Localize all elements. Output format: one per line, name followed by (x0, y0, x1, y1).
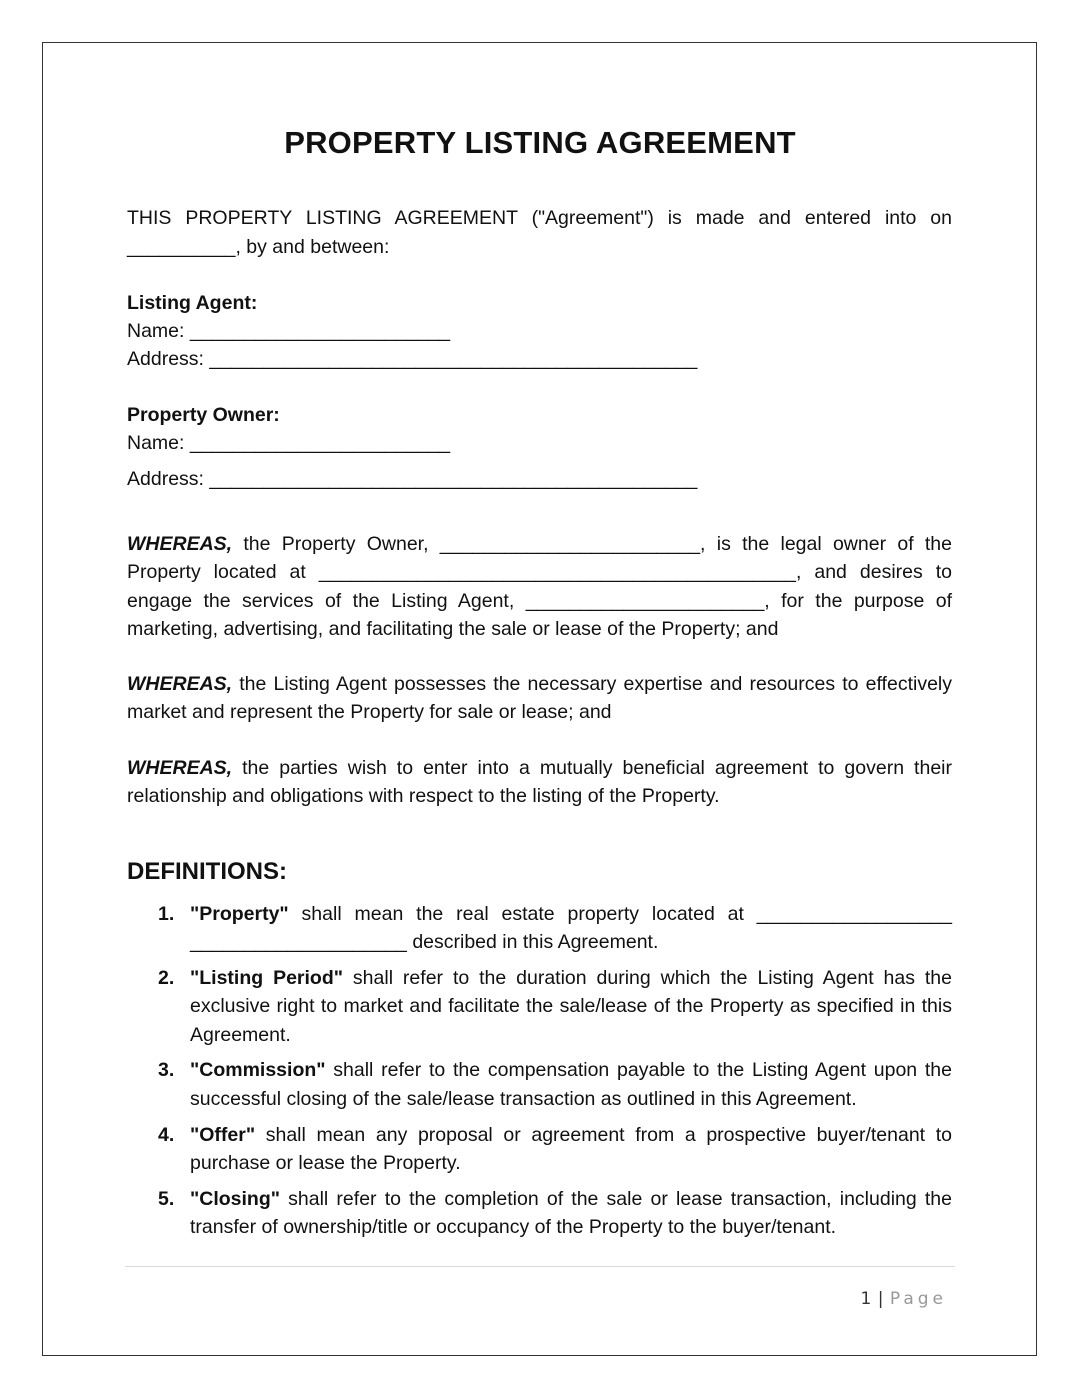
list-item (127, 1121, 952, 1178)
list-item-number: 4. (158, 1123, 175, 1146)
list-item (127, 964, 952, 1049)
footer-divider (125, 1266, 955, 1267)
whereas-lead: WHEREAS, (127, 757, 233, 779)
definition-term: "Listing Period" (190, 967, 343, 990)
whereas-text: the Listing Agent possesses the necessary expertise and resources to effectively market and represent the Property for sale or lease; and (127, 673, 952, 724)
list-item-number: 2. (158, 967, 175, 990)
whereas-paragraph-2 (127, 670, 952, 727)
definition-text: shall refer to the compensation payable to the Listing Agent upon the successful closing of the sale/lease transaction as outlined in this Agreement. (190, 1059, 952, 1110)
whereas-text: the Property Owner, ________________________, is the legal owner of the Property located at ____________________________________________, and desires to engage the services of the Listing Agent, ______________________, for the purpose of marketing, advertising, and facilitating the sale or lease of the Property; and (127, 533, 952, 640)
page-number: 1 (860, 1289, 872, 1309)
definition-term: "Closing" (190, 1187, 280, 1210)
whereas-text: the parties wish to enter into a mutually beneficial agreement to govern their relationship and obligations with respect to the listing of the Property. (127, 757, 952, 808)
whereas-paragraph-3 (127, 754, 952, 811)
listing-agent-address-field: Address: _____________________________________________ (127, 348, 698, 370)
definition-text: shall refer to the duration during which the Listing Agent has the exclusive right to market and facilitate the sale/lease of the Property as specified in this Agreement. (190, 967, 952, 1046)
definition-text: shall refer to the completion of the sale or lease transaction, including the transfer of ownership/title or occupancy of the Property to the buyer/tenant. (190, 1187, 952, 1238)
property-owner-heading: Property Owner: (127, 404, 280, 426)
page-separator: | (877, 1289, 884, 1309)
listing-agent-heading: Listing Agent: (127, 292, 258, 314)
page-footer (860, 1289, 947, 1309)
whereas-lead: WHEREAS, (127, 673, 233, 695)
definitions-heading: DEFINITIONS: (127, 858, 287, 885)
whereas-paragraph-1 (127, 530, 952, 643)
list-item-number: 5. (158, 1187, 175, 1210)
listing-agent-name-field: Name: ________________________ (127, 320, 451, 342)
document-title: PROPERTY LISTING AGREEMENT (284, 125, 796, 160)
list-item-number: 3. (158, 1059, 175, 1082)
page-label: Page (889, 1289, 947, 1309)
list-item (127, 900, 952, 957)
intro-line-1: THIS PROPERTY LISTING AGREEMENT ("Agreement") is made and entered into on (127, 207, 952, 229)
list-item (127, 1185, 952, 1242)
property-owner-address-field: Address: _____________________________________________ (127, 468, 698, 490)
definition-term: "Property" (190, 903, 289, 925)
definition-text: shall mean any proposal or agreement from a prospective buyer/tenant to purchase or lease the Property. (190, 1123, 952, 1174)
definition-text: shall mean the real estate property located at __________________ ____________________ described in this Agreement. (190, 903, 952, 954)
whereas-lead: WHEREAS, (127, 533, 233, 555)
intro-line-2: __________, by and between: (127, 236, 390, 258)
list-item (127, 1056, 952, 1113)
definitions-list (127, 900, 952, 1249)
definition-term: "Commission" (190, 1059, 326, 1082)
list-item-number: 1. (158, 903, 175, 925)
property-owner-name-field: Name: ________________________ (127, 432, 451, 454)
definition-term: "Offer" (190, 1123, 256, 1146)
